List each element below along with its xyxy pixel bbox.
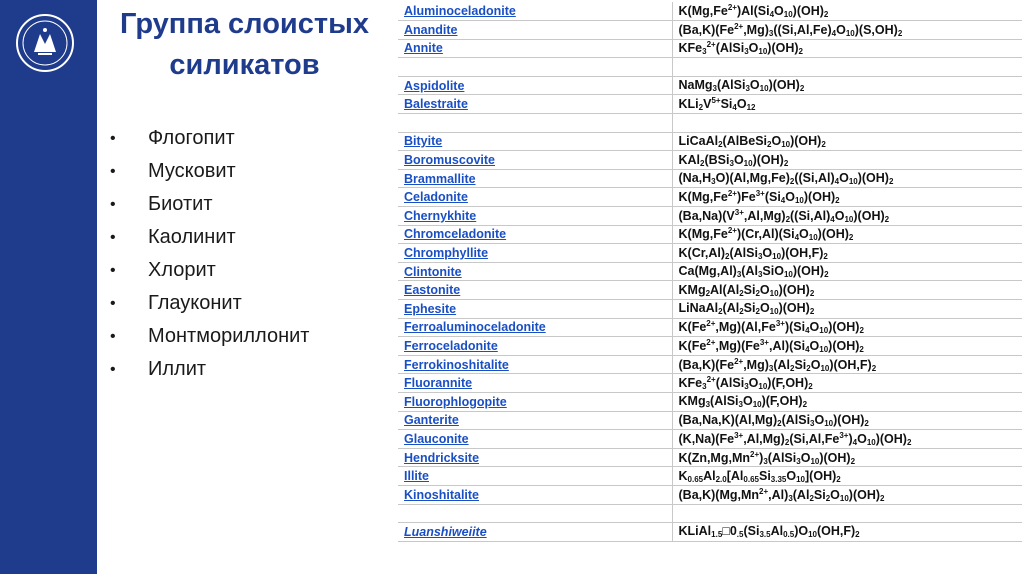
table-row — [398, 448, 1022, 467]
mineral-formula-cell — [672, 114, 1022, 133]
mineral-name-cell — [398, 392, 672, 411]
title-line-2: силикатов — [169, 49, 320, 81]
mineral-formula-cell — [672, 58, 1022, 77]
list-item: • Флогопит — [110, 122, 309, 155]
mineral-name-cell — [398, 39, 672, 58]
mineral-name-cell — [398, 58, 672, 77]
table-row — [398, 132, 1022, 151]
table-row — [398, 374, 1022, 393]
bullet-marker: • — [110, 295, 116, 312]
mineral-name-cell — [398, 225, 672, 244]
title-line-1: Группа слоистых — [120, 8, 369, 40]
mineral-name-cell — [398, 281, 672, 300]
mineral-link[interactable]: Ferrokinoshitalite — [404, 357, 509, 372]
mineral-formula-cell: $(Ba,K)(Fe^{2+},Mg)_3(Al_2Si_2O_{10})(OH,F)_2$ — [672, 355, 1022, 374]
table-row — [398, 262, 1022, 281]
table-row — [398, 151, 1022, 170]
table-row — [398, 95, 1022, 114]
mineral-link[interactable]: Brammallite — [404, 171, 476, 186]
mineral-link[interactable]: Kinoshitalite — [404, 487, 480, 502]
mineral-link[interactable]: Fluorophlogopite — [404, 394, 507, 409]
list-item: • Каолинит — [110, 221, 309, 254]
mineral-link[interactable]: Ephesite — [404, 301, 457, 316]
mineral-name-cell — [398, 2, 672, 21]
mineral-link[interactable]: Hendricksite — [404, 450, 480, 465]
mineral-formula-cell: $K(Mg,Fe^{2+})Fe^{3+}(Si_4O_{10})(OH)_2$ — [672, 188, 1022, 207]
mineral-link[interactable]: Chernykhite — [404, 208, 477, 223]
mineral-name-cell — [398, 300, 672, 319]
minerals-table-body — [398, 2, 1022, 541]
table-row — [398, 355, 1022, 374]
mineral-formula-cell: $LiNaAl_2(Al_2Si_2O_{10})(OH)_2$ — [672, 300, 1022, 319]
mineral-formula-cell: $K(Mg,Fe^{2+})(Cr,Al)(Si_4O_{10})(OH)_2$ — [672, 225, 1022, 244]
mineral-link[interactable]: Fluorannite — [404, 376, 473, 391]
mineral-formula-cell: $K_{0.65}Al_{2.0}[Al_{0.65}Si_{3.35}O_{10}](OH)_2$ — [672, 467, 1022, 486]
mineral-formula-cell: $KAl_2(BSi_3O_{10})(OH)_2$ — [672, 151, 1022, 170]
university-crest-icon — [16, 14, 74, 72]
mineral-name-cell — [398, 523, 672, 542]
mineral-name-cell — [398, 485, 672, 504]
table-row — [398, 169, 1022, 188]
mineral-link[interactable]: Ferroaluminoceladonite — [404, 320, 546, 335]
mineral-link[interactable]: Aspidolite — [404, 78, 465, 93]
table-row — [398, 244, 1022, 263]
mineral-formula-cell: $K(Zn,Mg,Mn^{2+})_3(AlSi_3O_{10})(OH)_2$ — [672, 448, 1022, 467]
mineral-formula-cell: $KMg_3(AlSi_3O_{10})(F,OH)_2$ — [672, 392, 1022, 411]
mineral-name-cell — [398, 411, 672, 430]
mineral-formula-cell: $(Ba,Na)(V^{3+},Al,Mg)_2((Si,Al)_4O_{10})(OH)_2$ — [672, 207, 1022, 226]
mineral-link[interactable]: Celadonite — [404, 190, 468, 205]
table-row — [398, 207, 1022, 226]
mineral-formula-cell: $(Ba,Na,K)(Al,Mg)_2(AlSi_3O_{10})(OH)_2$ — [672, 411, 1022, 430]
mineral-link[interactable]: Chromceladonite — [404, 227, 507, 242]
mineral-formula-cell: $K(Fe^{2+},Mg)(Fe^{3+},Al)(Si_4O_{10})(OH)_2$ — [672, 337, 1022, 356]
bullet-marker: • — [110, 163, 116, 180]
mineral-name-cell — [398, 374, 672, 393]
mineral-formula-cell: $(Ba,K)(Mg,Mn^{2+},Al)_3(Al_2Si_2O_{10})(OH)_2$ — [672, 485, 1022, 504]
mineral-formula-cell: $KLiAl_{1.5}□0_{.5}(Si_{3.5}Al_{0.5})O_{10}(OH,F)_2$ — [672, 523, 1022, 542]
mineral-formula-cell: $LiCaAl_2(AlBeSi_2O_{10})(OH)_2$ — [672, 132, 1022, 151]
mineral-link[interactable]: Annite — [404, 41, 443, 56]
table-row — [398, 504, 1022, 523]
mineral-link[interactable]: Boromuscovite — [404, 153, 495, 168]
table-row — [398, 2, 1022, 21]
mineral-link[interactable]: Clintonite — [404, 264, 462, 279]
list-item: • Монтмориллонит — [110, 320, 309, 353]
table-row — [398, 485, 1022, 504]
mineral-link[interactable]: Luanshiweiite — [404, 524, 487, 539]
mineral-name-cell — [398, 318, 672, 337]
list-item: • Мусковит — [110, 155, 309, 188]
table-row — [398, 467, 1022, 486]
table-row — [398, 58, 1022, 77]
mineral-link[interactable]: Balestraite — [404, 97, 468, 112]
page-title — [112, 4, 377, 86]
mineral-name-cell — [398, 114, 672, 133]
mineral-bullet-list — [110, 122, 309, 386]
mineral-link[interactable]: Chromphyllite — [404, 246, 489, 261]
table-row — [398, 114, 1022, 133]
mineral-formula-cell: $KFe_3^{2+}(AlSi_3O_{10})(OH)_2$ — [672, 39, 1022, 58]
table-row — [398, 39, 1022, 58]
mineral-name-cell — [398, 448, 672, 467]
mineral-formula-cell: $K(Mg,Fe^{2+})Al(Si_4O_{10})(OH)_2$ — [672, 2, 1022, 21]
sidebar — [0, 0, 97, 574]
mineral-link[interactable]: Bityite — [404, 134, 443, 149]
mineral-name-cell — [398, 95, 672, 114]
bullet-marker: • — [110, 262, 116, 279]
mineral-name-cell — [398, 244, 672, 263]
mineral-name-cell — [398, 151, 672, 170]
mineral-name-cell — [398, 21, 672, 40]
mineral-link[interactable]: Glauconite — [404, 431, 469, 446]
mineral-name-cell — [398, 504, 672, 523]
mineral-formula-cell: $K(Cr,Al)_2(AlSi_3O_{10})(OH,F)_2$ — [672, 244, 1022, 263]
table-row — [398, 225, 1022, 244]
table-row — [398, 300, 1022, 319]
minerals-table — [398, 2, 1022, 542]
mineral-link[interactable]: Anandite — [404, 22, 458, 37]
mineral-name-cell — [398, 132, 672, 151]
list-item: • Хлорит — [110, 254, 309, 287]
mineral-formula-cell — [672, 504, 1022, 523]
table-row — [398, 76, 1022, 95]
table-row — [398, 411, 1022, 430]
table-row — [398, 430, 1022, 449]
mineral-name-cell — [398, 337, 672, 356]
mineral-name-cell — [398, 207, 672, 226]
table-row — [398, 337, 1022, 356]
mineral-formula-cell: $KMg_2Al(Al_2Si_2O_{10})(OH)_2$ — [672, 281, 1022, 300]
mineral-name-cell — [398, 262, 672, 281]
bullet-marker: • — [110, 361, 116, 378]
table-row — [398, 318, 1022, 337]
mineral-name-cell — [398, 430, 672, 449]
bullet-marker: • — [110, 196, 116, 213]
table-row — [398, 188, 1022, 207]
mineral-name-cell — [398, 467, 672, 486]
mineral-formula-cell: $Ca(Mg,Al)_3(Al_3SiO_{10})(OH)_2$ — [672, 262, 1022, 281]
mineral-formula-cell: $(Ba,K)(Fe^{2+},Mg)_3((Si,Al,Fe)_4O_{10})(S,OH)_2$ — [672, 21, 1022, 40]
mineral-name-cell — [398, 188, 672, 207]
mineral-formula-cell: $NaMg_3(AlSi_3O_{10})(OH)_2$ — [672, 76, 1022, 95]
mineral-formula-cell: $(K,Na)(Fe^{3+},Al,Mg)_2(Si,Al,Fe^{3+})_4O_{10})(OH)_2$ — [672, 430, 1022, 449]
mineral-name-cell — [398, 169, 672, 188]
table-row — [398, 21, 1022, 40]
mineral-link[interactable]: Illite — [404, 469, 430, 484]
bullet-marker: • — [110, 130, 116, 147]
mineral-link[interactable]: Ferroceladonite — [404, 338, 498, 353]
mineral-formula-cell: $K(Fe^{2+},Mg)(Al,Fe^{3+})(Si_4O_{10})(OH)_2$ — [672, 318, 1022, 337]
list-item: • Биотит — [110, 188, 309, 221]
bullet-marker: • — [110, 328, 116, 345]
mineral-link[interactable]: Eastonite — [404, 283, 461, 298]
table-row — [398, 281, 1022, 300]
mineral-formula-cell: $KLi_2V^{5+}Si_4O_{12}$ — [672, 95, 1022, 114]
list-item: • Иллит — [110, 353, 309, 386]
mineral-formula-cell: $(Na,H_3O)(Al,Mg,Fe)_2((Si,Al)_4O_{10})(OH)_2$ — [672, 169, 1022, 188]
mineral-name-cell — [398, 76, 672, 95]
table-row — [398, 392, 1022, 411]
bullet-marker: • — [110, 229, 116, 246]
mineral-link[interactable]: Aluminoceladonite — [404, 4, 516, 19]
list-item: • Глауконит — [110, 287, 309, 320]
mineral-link[interactable]: Ganterite — [404, 413, 459, 428]
mineral-name-cell — [398, 355, 672, 374]
table-row — [398, 523, 1022, 542]
mineral-formula-cell: $KFe_3^{2+}(AlSi_3O_{10})(F,OH)_2$ — [672, 374, 1022, 393]
